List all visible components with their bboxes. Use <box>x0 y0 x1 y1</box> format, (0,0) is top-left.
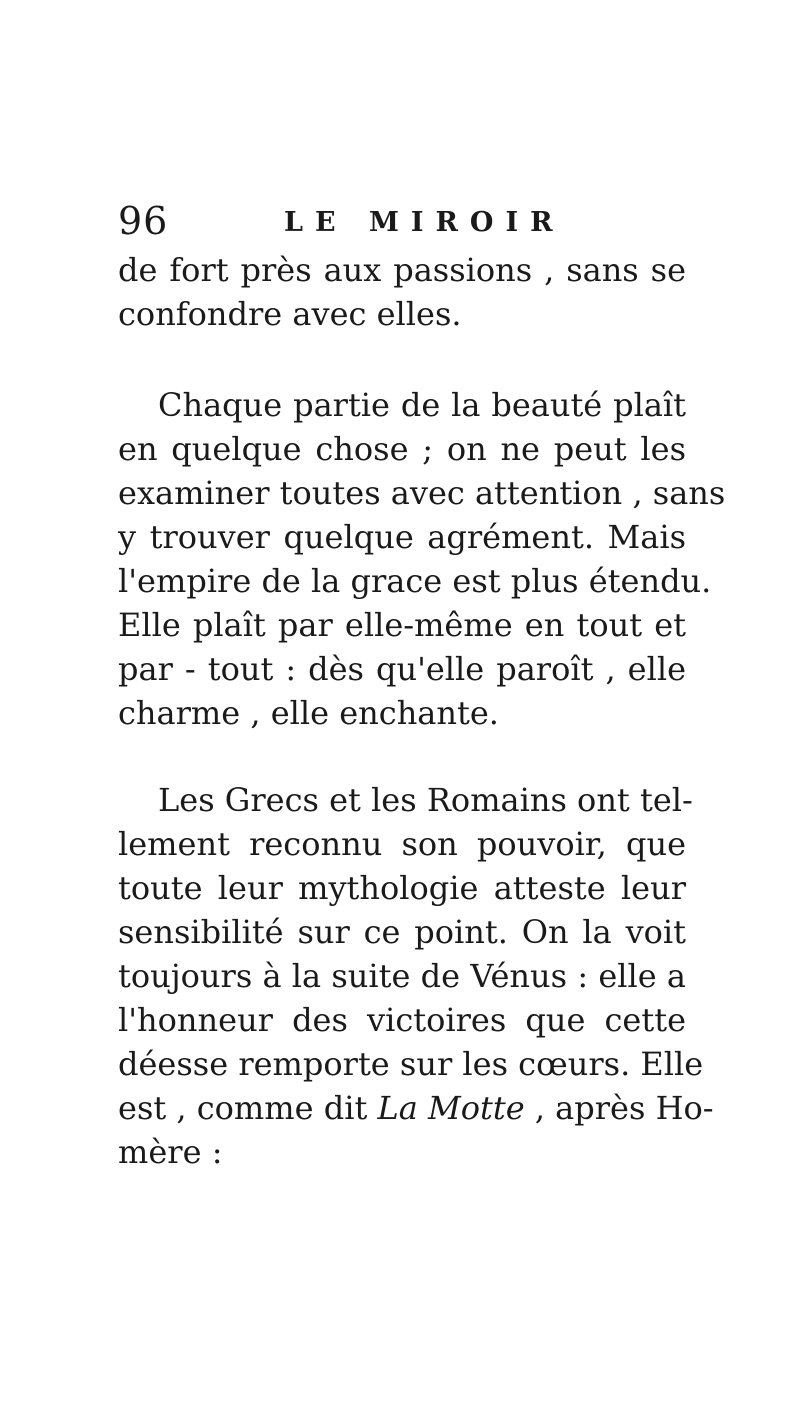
paragraph-2 <box>118 383 726 735</box>
text-line: toute leur mythologie atteste leur <box>118 869 686 907</box>
text-run: , après Ho- <box>524 1089 714 1127</box>
text-line: déesse remporte sur les cœurs. Elle <box>118 1045 704 1083</box>
paragraph-3 <box>118 778 714 1174</box>
text-line: l'honneur des victoires que cette <box>118 1001 686 1039</box>
text-line: lement reconnu son pouvoir, que <box>118 825 686 863</box>
text-line: mère : <box>118 1133 223 1171</box>
text-line: Chaque partie de la beauté plaît <box>158 386 686 424</box>
text-line: confondre avec elles. <box>118 295 462 333</box>
text-line-with-italic <box>118 1086 714 1130</box>
text-line: charme , elle enchante. <box>118 694 499 732</box>
text-line: en quelque chose ; on ne peut les <box>118 430 686 468</box>
text-line: Les Grecs et les Romains ont tel- <box>158 781 693 819</box>
text-line: l'empire de la grace est plus étendu. <box>118 562 712 600</box>
running-title: LE MIROIR <box>284 207 565 238</box>
page-number: 96 <box>118 199 169 243</box>
text-line: examiner toutes avec attention , sans <box>118 474 726 512</box>
text-line: Elle plaît par elle-même en tout et <box>118 606 686 644</box>
text-line: y trouver quelque agrément. Mais <box>118 518 686 556</box>
running-head <box>118 196 678 246</box>
text-line: sensibilité sur ce point. On la voit <box>118 913 686 951</box>
text-line: toujours à la suite de Vénus : elle a <box>118 957 686 995</box>
italic-author-name: La Motte <box>377 1089 525 1127</box>
text-line: de fort près aux passions , sans se <box>118 251 686 289</box>
text-run: est , comme dit <box>118 1089 378 1127</box>
text-line: par - tout : dès qu'elle paroît , elle <box>118 650 686 688</box>
paragraph-1 <box>118 248 686 336</box>
